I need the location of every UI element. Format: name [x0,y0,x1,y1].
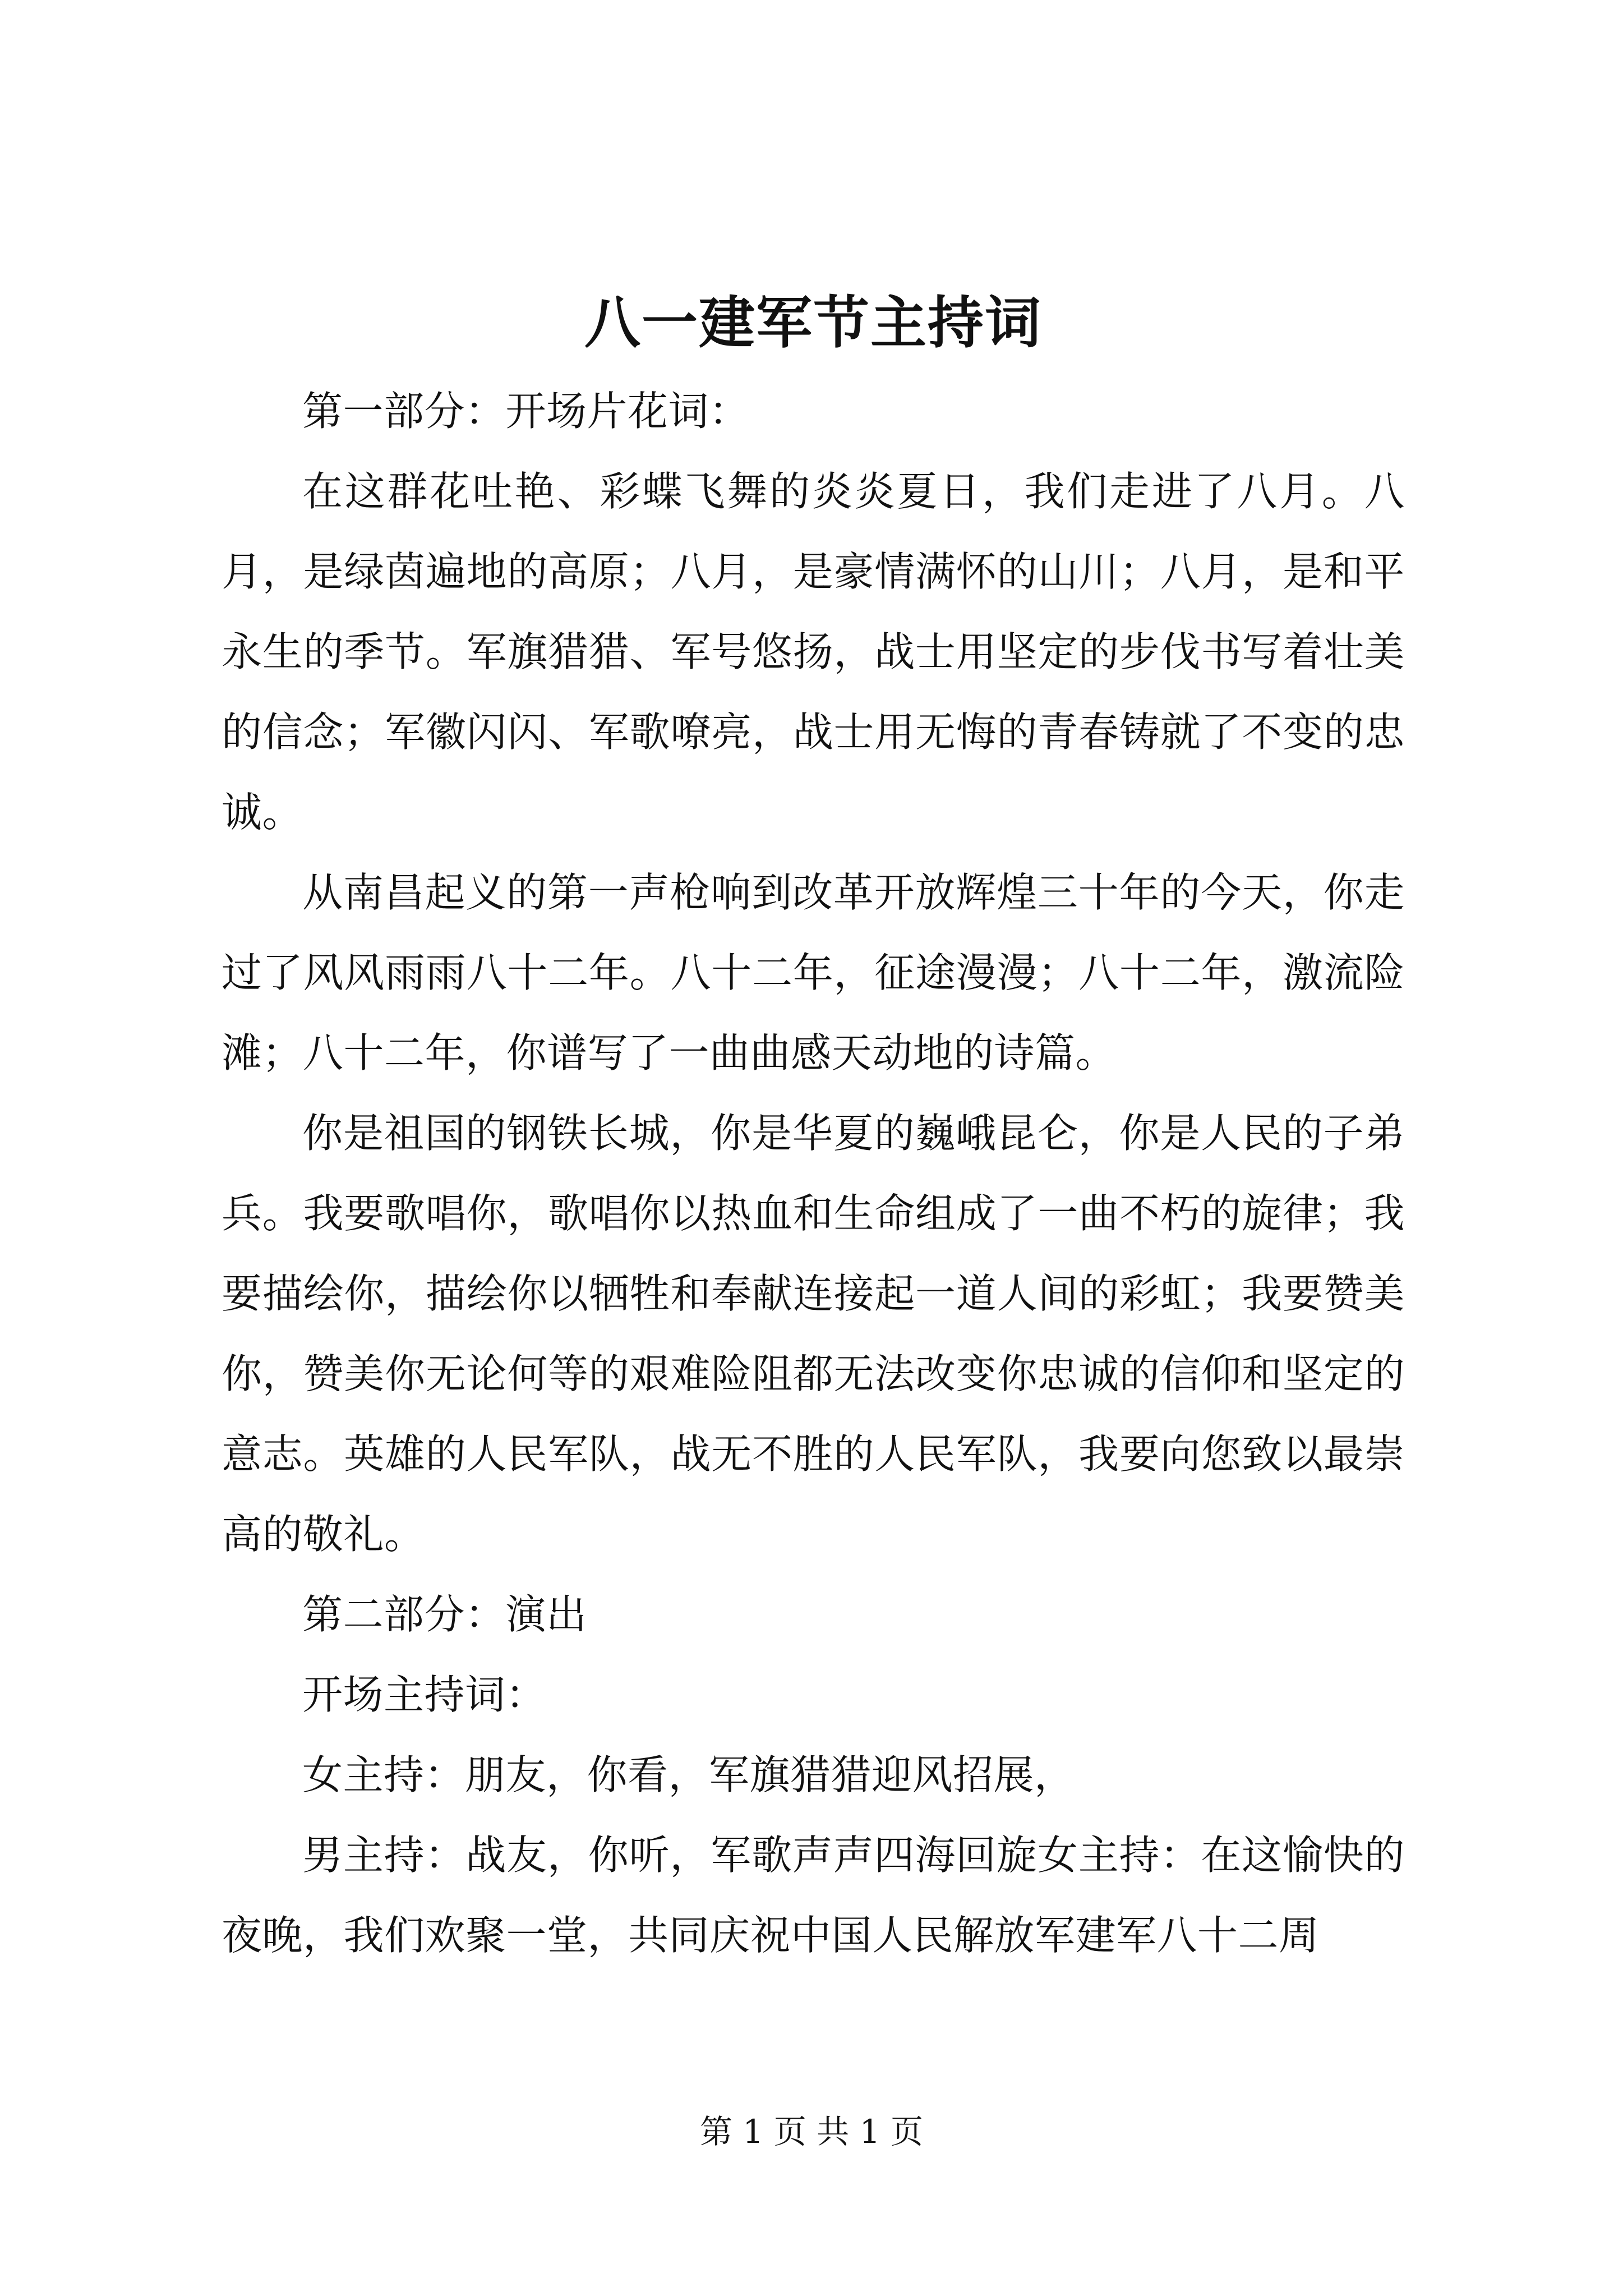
page-footer: 第 1 页 共 1 页 [700,2113,923,2151]
document-body [222,286,1405,1976]
paragraph-opening-august: 在这群花吐艳、彩蝶飞舞的炎炎夏日，我们走进了八月。八月，是绿茵遍地的高原；八月，是豪情满怀的山川；八月，是和平永生的季节。军旗猎猎、军号悠扬，战士用坚定的步伐书写着壮美的信念；军徽闪闪、军歌嘹亮，战士用无悔的青春铸就了不变的忠诚。 [222,468,1405,836]
paragraph-nanchang-uprising: 从南昌起义的第一声枪响到改革开放辉煌三十年的今天，你走过了风风雨雨八十二年。八十二年，征途漫漫；八十二年，激流险滩；八十二年，你谱写了一曲曲感天动地的诗篇。 [222,869,1405,1076]
document-title: 八一建军节主持词 [584,289,1042,356]
paragraph-male-host-line: 男主持：战友，你听，军歌声声四海回旋女主持：在这愉快的夜晚，我们欢聚一堂，共同庆祝中国人民解放军建军八十二周 [222,1832,1405,1959]
paragraph-part-two-heading: 第二部分：演出 [302,1591,587,1638]
paragraph-great-wall-tribute: 你是祖国的钢铁长城，你是华夏的巍峨昆仑，你是人民的子弟兵。我要歌唱你，歌唱你以热血和生命组成了一曲不朽的旋律；我要描绘你，描绘你以牺牲和奉献连接起一道人间的彩虹；我要赞美你，赞美你无论何等的艰难险阻都无法改变你忠诚的信仰和坚定的意志。英雄的人民军队，战无不胜的人民军队，我要向您致以最崇高的敬礼。 [222,1110,1405,1558]
paragraph-opening-host-heading: 开场主持词： [302,1671,547,1718]
paragraph-female-host-line: 女主持：朋友，你看，军旗猎猎迎风招展， [302,1751,1075,1798]
paragraph-part-one-heading: 第一部分：开场片花词： [302,388,750,435]
